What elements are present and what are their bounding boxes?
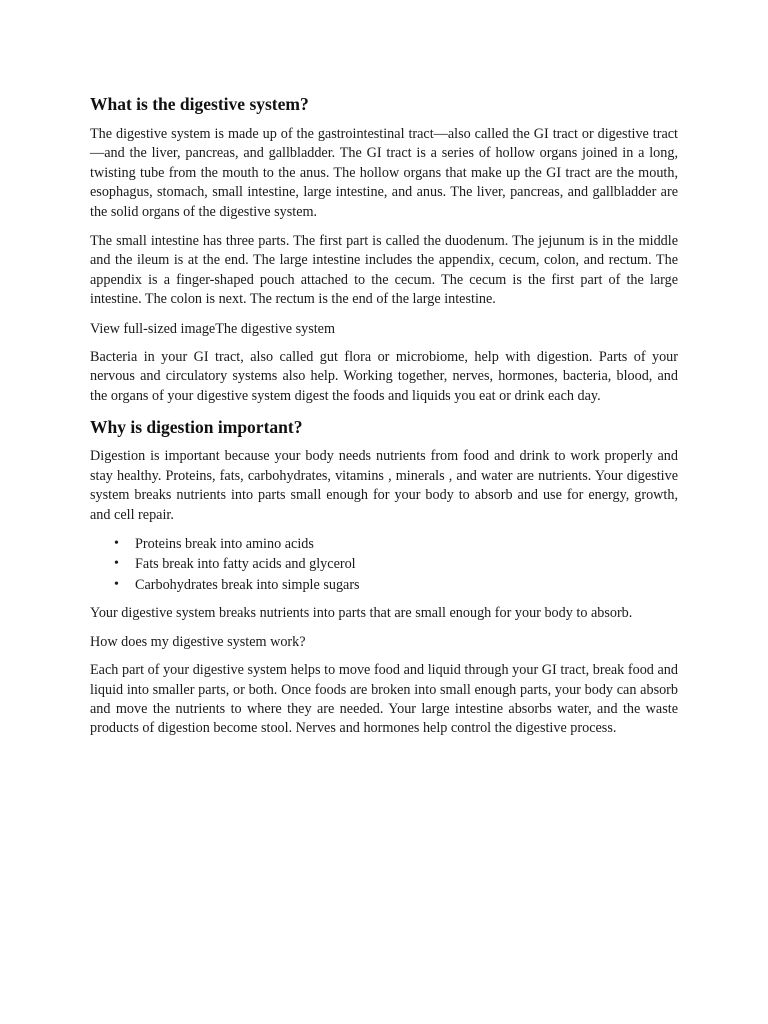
list-item-text: Proteins break into amino acids xyxy=(135,535,314,552)
paragraph-digestive-process: Each part of your digestive system helps to move food and liquid through your GI tract, break food and liquid into smaller parts, or both. Once foods are broken into small enough parts, your body can absorb and move the nutrients to where they are needed. Your large intestine absorbs water, and the waste products of digestion become stool. Nerves and hormones help control the digestive process. xyxy=(90,662,678,737)
paragraph-intestine-parts: The small intestine has three parts. The first part is called the duodenum. The jejunum is in the middle and the ileum is at the end. The large intestine includes the appendix, cecum, colon, and rectum. The appendix is a finger-shaped pouch attached to the cecum. The cecum is the first part of the large intestine. The colon is next. The rectum is the end of the large intestine. xyxy=(90,233,678,308)
list-item xyxy=(90,554,678,575)
image-caption-link[interactable]: View full-sized imageThe digestive system xyxy=(90,320,335,337)
list-item-text: Carbohydrates break into simple sugars xyxy=(135,576,360,593)
bullet-icon: • xyxy=(114,535,119,551)
list-item xyxy=(90,534,678,555)
paragraph-absorb-summary: Your digestive system breaks nutrients into parts that are small enough for your body to absorb. xyxy=(90,605,633,622)
document-page xyxy=(90,93,678,739)
paragraph-bacteria: Bacteria in your GI tract, also called gut flora or microbiome, help with digestion. Parts of your nervous and circulatory systems also help. Working together, nerves, hormones, bacteria, blood, and the organs of your digestive system digest the foods and liquids you eat or drink each day. xyxy=(90,349,678,404)
nutrient-bullet-list xyxy=(90,534,678,596)
heading-why-digestion-important: Why is digestion important? xyxy=(90,417,303,438)
bullet-icon: • xyxy=(114,576,119,592)
list-item-text: Fats break into fatty acids and glycerol xyxy=(135,556,356,573)
bullet-icon: • xyxy=(114,556,119,572)
paragraph-gi-tract-overview: The digestive system is made up of the gastrointestinal tract—also called the GI tract or digestive tract—and the liver, pancreas, and gallbladder. The GI tract is a series of hollow organs joined in a long, twisting tube from the mouth to the anus. The hollow organs that make up the GI tract are the mouth, esophagus, stomach, small intestine, large intestine, and anus. The liver, pancreas, and gallbladder are the solid organs of the digestive system. xyxy=(90,126,678,220)
list-item xyxy=(90,575,678,596)
heading-what-is-digestive-system: What is the digestive system? xyxy=(90,94,309,114)
subheading-how-digestive-system-works: How does my digestive system work? xyxy=(90,633,306,650)
paragraph-nutrients: Digestion is important because your body needs nutrients from food and drink to work properly and stay healthy. Proteins, fats, carbohydrates, vitamins , minerals , and water are nutrients. Your digestive system breaks nutrients into parts small enough for your body to absorb and use for energy, growth, and cell repair. xyxy=(90,448,678,523)
